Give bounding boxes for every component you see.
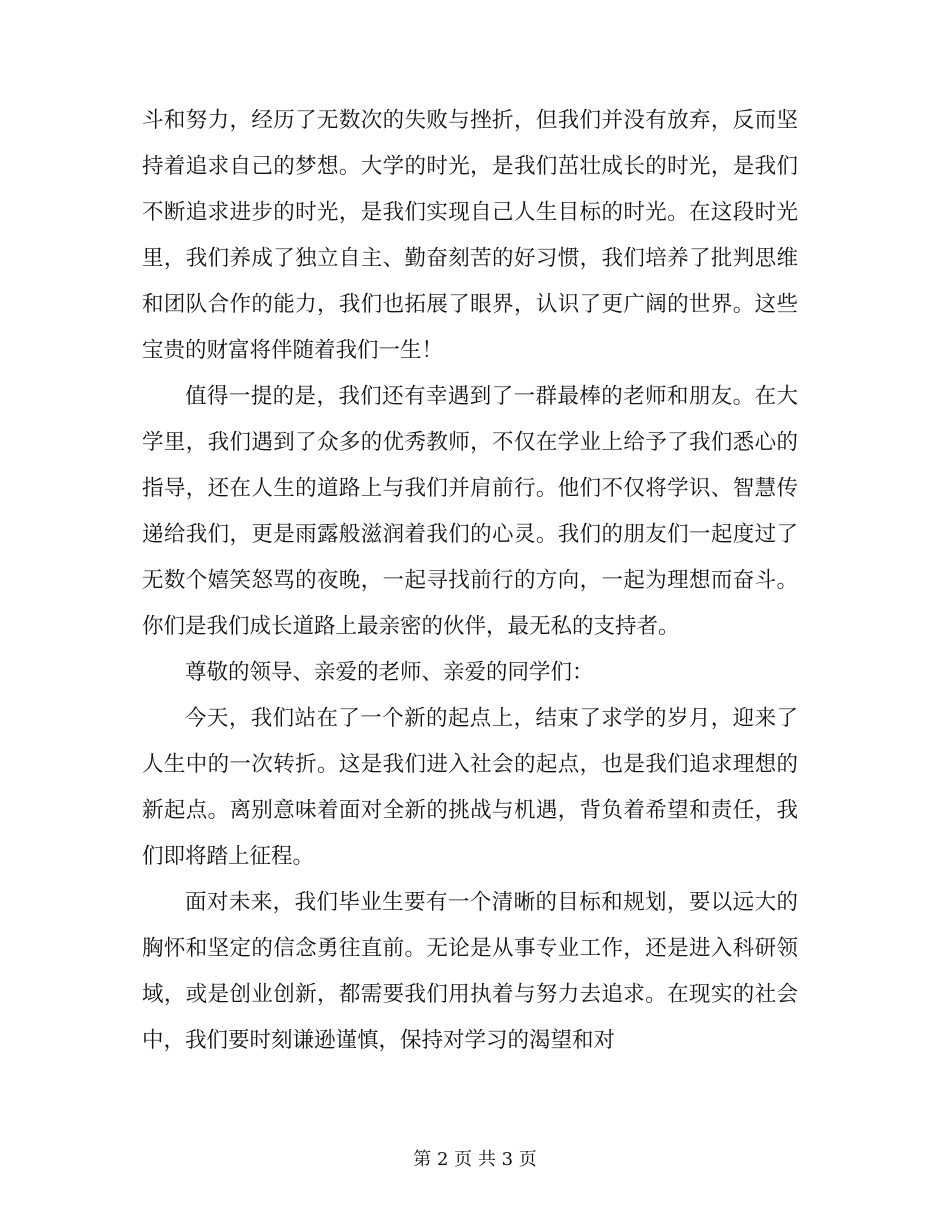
salutation-paragraph: 尊敬的领导、亲爱的老师、亲爱的同学们： <box>185 660 594 685</box>
document-body <box>142 98 798 1064</box>
paragraph-2: 值得一提的是，我们还有幸遇到了一群最棒的老师和朋友。在大学里，我们遇到了众多的优秀教师，不仅在学业上给予了我们悉心的指导，还在人生的道路上与我们并肩前行。他们不仅将学识、智慧传递给我们，更是雨露般滋润着我们的心灵。我们的朋友们一起度过了无数个嬉笑怒骂的夜晚，一起寻找前行的方向，一起为理想而奋斗。你们是我们成长道路上最亲密的伙伴，最无私的支持者。 <box>142 384 798 639</box>
paragraph-5: 面对未来，我们毕业生要有一个清晰的目标和规划，要以远大的胸怀和坚定的信念勇往直前。无论是从事专业工作，还是进入科研领域，或是创业创新，都需要我们用执着与努力去追求。在现实的社会中，我们要时刻谦逊谨慎，保持对学习的渴望和对 <box>142 890 798 1053</box>
paragraph-4: 今天，我们站在了一个新的起点上，结束了求学的岁月，迎来了人生中的一次转折。这是我们进入社会的起点，也是我们追求理想的新起点。离别意味着面对全新的挑战与机遇，背负着希望和责任，我们即将踏上征程。 <box>142 706 798 869</box>
paragraph-1: 斗和努力，经历了无数次的失败与挫折，但我们并没有放弃，反而坚持着追求自己的梦想。大学的时光，是我们茁壮成长的时光，是我们不断追求进步的时光，是我们实现自己人生目标的时光。在这段时光里，我们养成了独立自主、勤奋刻苦的好习惯，我们培养了批判思维和团队合作的能力，我们也拓展了眼界，认识了更广阔的世界。这些宝贵的财富将伴随着我们一生！ <box>142 108 798 363</box>
page-number-footer: 第 2 页 共 3 页 <box>413 1149 537 1170</box>
